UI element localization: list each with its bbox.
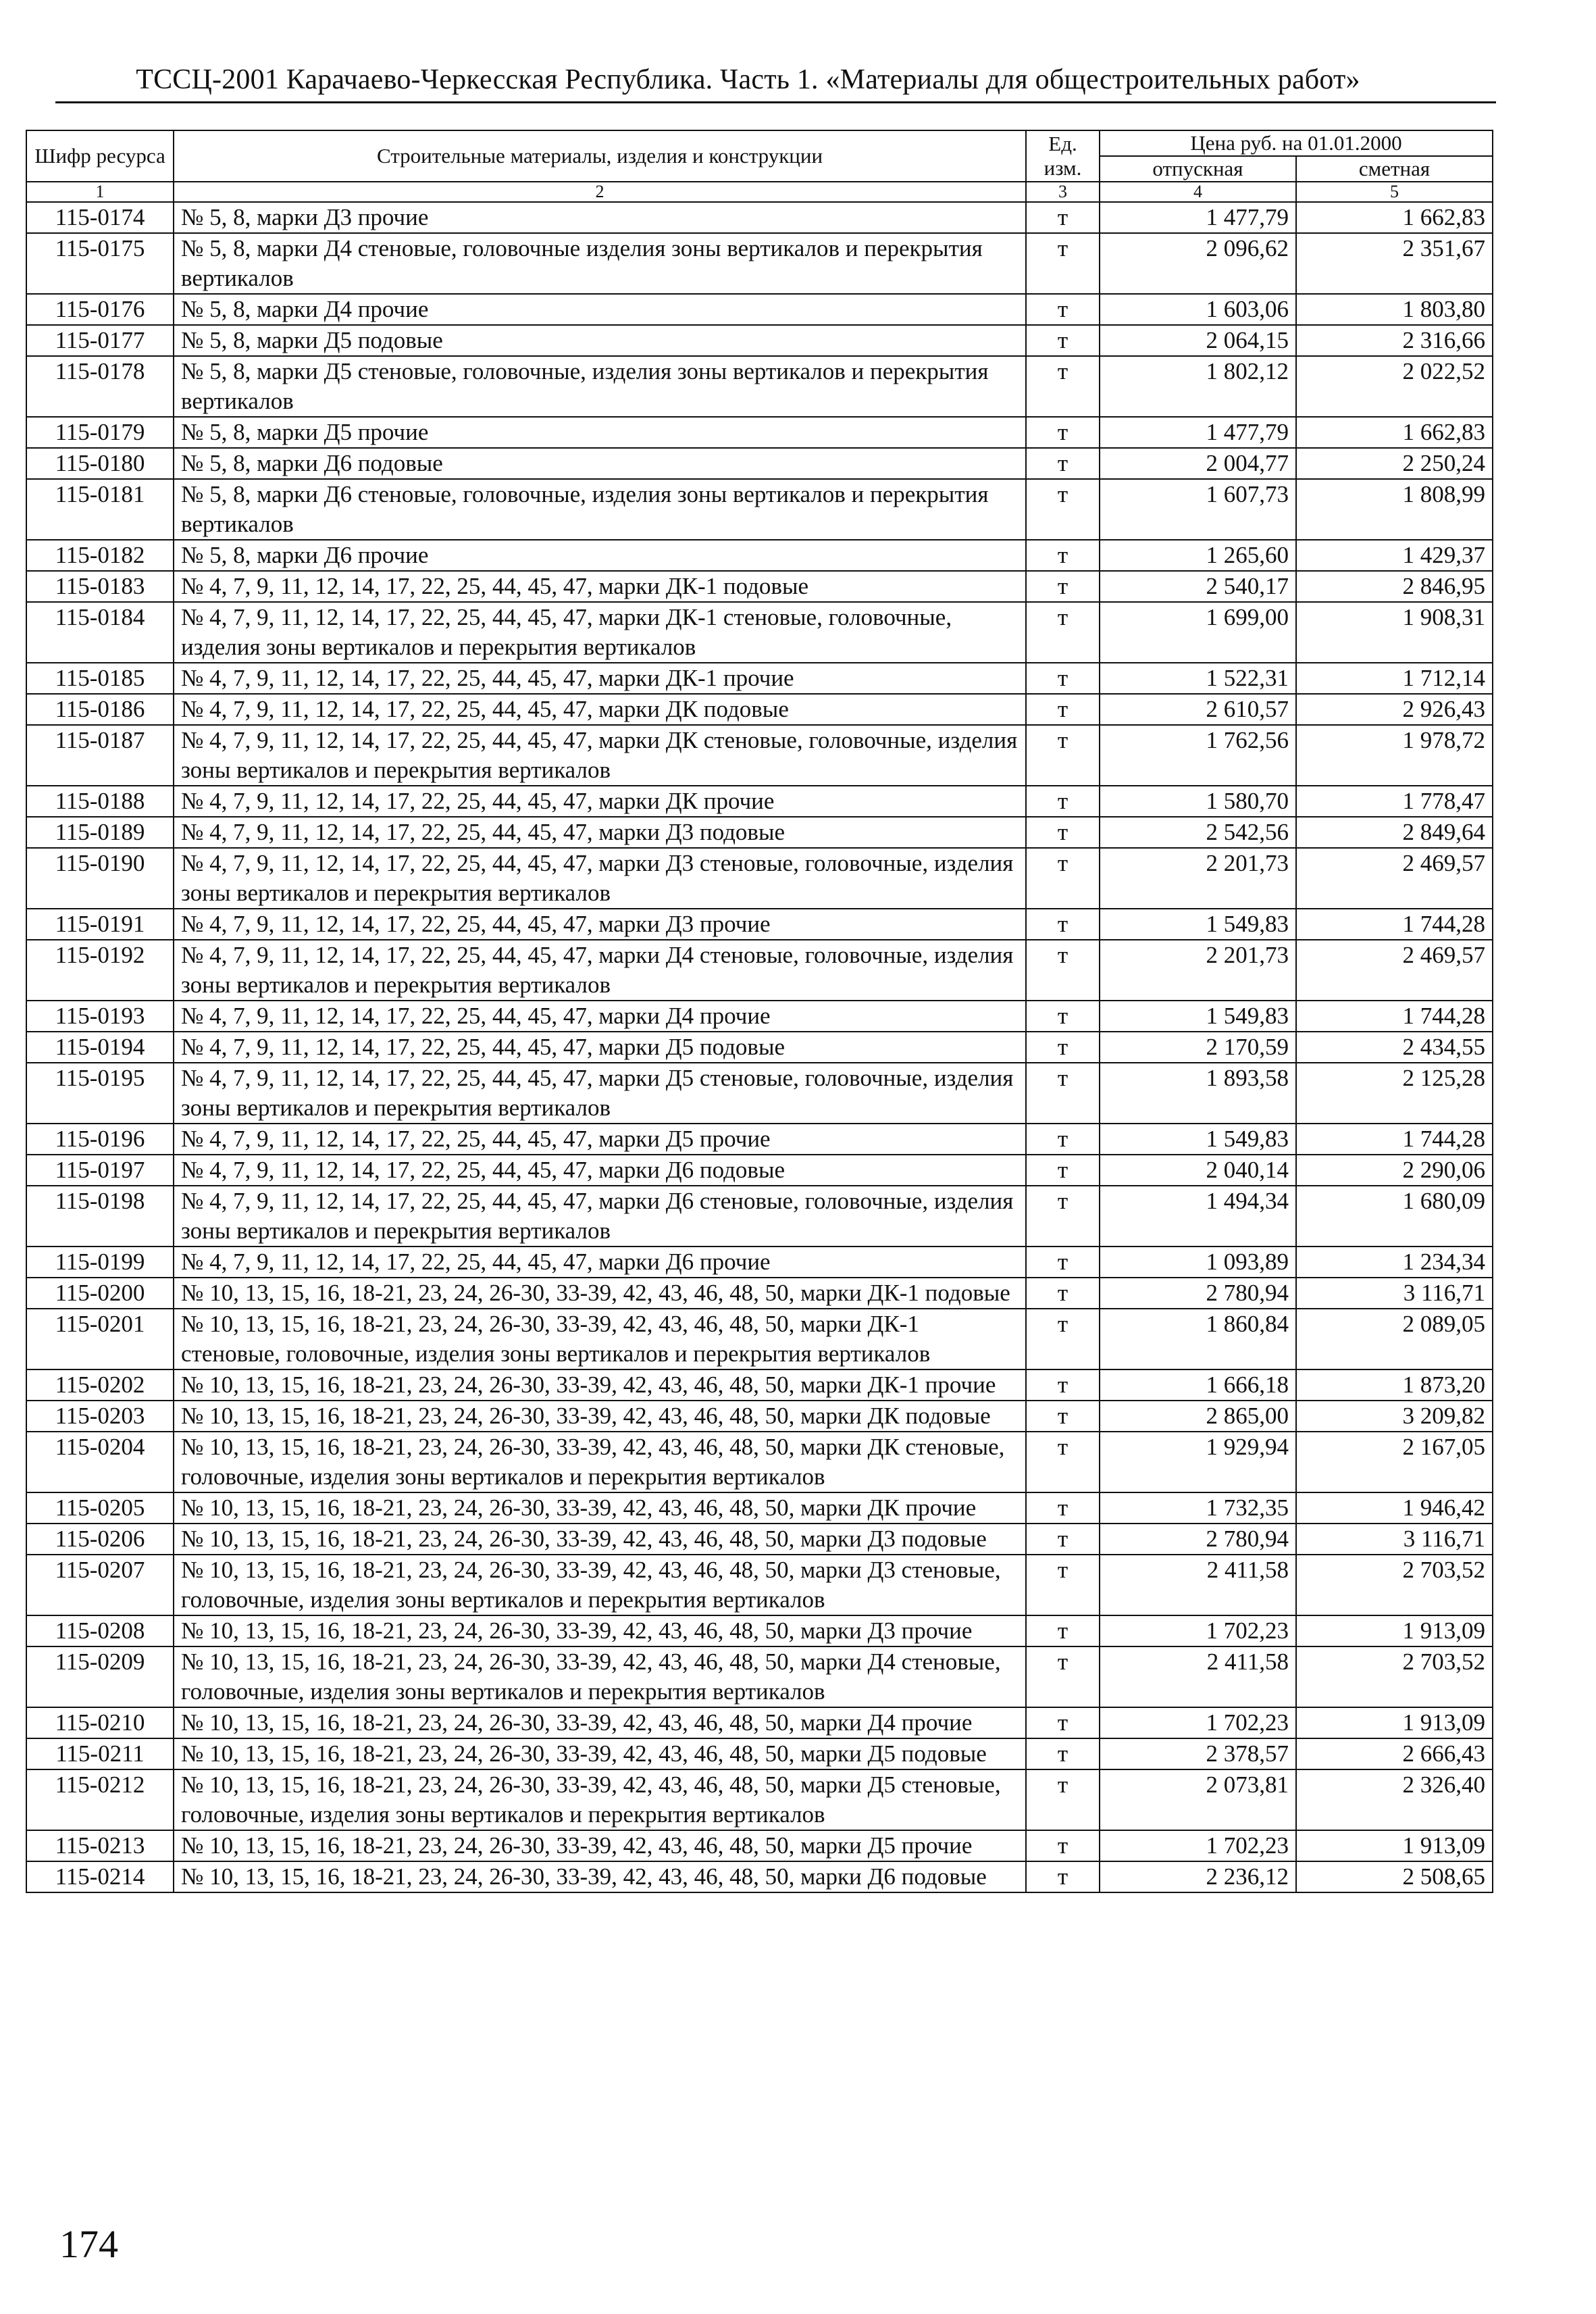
unit-of-measure: т bbox=[1026, 479, 1100, 540]
header-release-price: отпускная bbox=[1100, 156, 1296, 182]
resource-code: 115-0205 bbox=[26, 1492, 174, 1524]
release-price: 1 580,70 bbox=[1100, 786, 1296, 817]
material-description: № 10, 13, 15, 16, 18-21, 23, 24, 26-30, 33-39, 42, 43, 46, 48, 50, марки Д3 прочие bbox=[174, 1615, 1026, 1646]
unit-of-measure: т bbox=[1026, 356, 1100, 417]
estimate-price: 1 913,09 bbox=[1296, 1615, 1493, 1646]
header-estimate-price: сметная bbox=[1296, 156, 1493, 182]
table-row bbox=[26, 1615, 1493, 1646]
release-price: 1 802,12 bbox=[1100, 356, 1296, 417]
table-row bbox=[26, 1309, 1493, 1369]
table-row bbox=[26, 1769, 1493, 1830]
unit-of-measure: т bbox=[1026, 1524, 1100, 1555]
material-description: № 5, 8, марки Д6 подовые bbox=[174, 448, 1026, 479]
material-description: № 4, 7, 9, 11, 12, 14, 17, 22, 25, 44, 45, 47, марки Д6 стеновые, головочные, изделия зоны вертикалов и перекрытия вертикалов bbox=[174, 1186, 1026, 1247]
estimate-price: 1 744,28 bbox=[1296, 1001, 1493, 1032]
estimate-price: 2 326,40 bbox=[1296, 1769, 1493, 1830]
release-price: 2 096,62 bbox=[1100, 233, 1296, 294]
release-price: 2 780,94 bbox=[1100, 1278, 1296, 1309]
unit-of-measure: т bbox=[1026, 1155, 1100, 1186]
release-price: 1 893,58 bbox=[1100, 1063, 1296, 1124]
material-description: № 4, 7, 9, 11, 12, 14, 17, 22, 25, 44, 45, 47, марки ДК прочие bbox=[174, 786, 1026, 817]
release-price: 1 522,31 bbox=[1100, 663, 1296, 694]
unit-of-measure: т bbox=[1026, 848, 1100, 909]
table-row bbox=[26, 448, 1493, 479]
estimate-price: 2 125,28 bbox=[1296, 1063, 1493, 1124]
resource-code: 115-0209 bbox=[26, 1646, 174, 1707]
release-price: 1 702,23 bbox=[1100, 1830, 1296, 1861]
table-row bbox=[26, 1001, 1493, 1032]
release-price: 2 201,73 bbox=[1100, 940, 1296, 1001]
estimate-price: 3 116,71 bbox=[1296, 1524, 1493, 1555]
table-row bbox=[26, 1247, 1493, 1278]
material-description: № 10, 13, 15, 16, 18-21, 23, 24, 26-30, 33-39, 42, 43, 46, 48, 50, марки Д4 прочие bbox=[174, 1707, 1026, 1738]
resource-code: 115-0202 bbox=[26, 1369, 174, 1401]
release-price: 1 603,06 bbox=[1100, 294, 1296, 325]
estimate-price: 2 926,43 bbox=[1296, 694, 1493, 725]
table-row bbox=[26, 602, 1493, 663]
estimate-price: 2 666,43 bbox=[1296, 1738, 1493, 1769]
table-header bbox=[26, 130, 1493, 202]
unit-of-measure: т bbox=[1026, 1830, 1100, 1861]
release-price: 2 170,59 bbox=[1100, 1032, 1296, 1063]
table-row bbox=[26, 1155, 1493, 1186]
unit-of-measure: т bbox=[1026, 1063, 1100, 1124]
material-description: № 10, 13, 15, 16, 18-21, 23, 24, 26-30, 33-39, 42, 43, 46, 48, 50, марки ДК-1 прочие bbox=[174, 1369, 1026, 1401]
price-table bbox=[26, 130, 1493, 1893]
resource-code: 115-0212 bbox=[26, 1769, 174, 1830]
resource-code: 115-0194 bbox=[26, 1032, 174, 1063]
unit-of-measure: т bbox=[1026, 786, 1100, 817]
material-description: № 4, 7, 9, 11, 12, 14, 17, 22, 25, 44, 45, 47, марки ДК-1 стеновые, головочные, изделия зоны вертикалов и перекрытия вертикалов bbox=[174, 602, 1026, 663]
estimate-price: 1 712,14 bbox=[1296, 663, 1493, 694]
unit-of-measure: т bbox=[1026, 817, 1100, 848]
material-description: № 10, 13, 15, 16, 18-21, 23, 24, 26-30, 33-39, 42, 43, 46, 48, 50, марки Д3 подовые bbox=[174, 1524, 1026, 1555]
release-price: 2 236,12 bbox=[1100, 1861, 1296, 1892]
material-description: № 10, 13, 15, 16, 18-21, 23, 24, 26-30, 33-39, 42, 43, 46, 48, 50, марки Д5 стеновые, головочные, изделия зоны вертикалов и перекрытия вертикалов bbox=[174, 1769, 1026, 1830]
header-price-group: Цена руб. на 01.01.2000 bbox=[1100, 130, 1493, 156]
column-number: 2 bbox=[174, 182, 1026, 202]
estimate-price: 2 703,52 bbox=[1296, 1555, 1493, 1615]
estimate-price: 2 316,66 bbox=[1296, 325, 1493, 356]
table-row bbox=[26, 202, 1493, 233]
material-description: № 4, 7, 9, 11, 12, 14, 17, 22, 25, 44, 45, 47, марки Д5 прочие bbox=[174, 1124, 1026, 1155]
table-row bbox=[26, 1830, 1493, 1861]
estimate-price: 1 744,28 bbox=[1296, 1124, 1493, 1155]
table-row bbox=[26, 1524, 1493, 1555]
release-price: 2 411,58 bbox=[1100, 1646, 1296, 1707]
header-description: Строительные материалы, изделия и конструкции bbox=[174, 130, 1026, 182]
material-description: № 4, 7, 9, 11, 12, 14, 17, 22, 25, 44, 45, 47, марки Д3 прочие bbox=[174, 909, 1026, 940]
material-description: № 4, 7, 9, 11, 12, 14, 17, 22, 25, 44, 45, 47, марки Д6 прочие bbox=[174, 1247, 1026, 1278]
resource-code: 115-0200 bbox=[26, 1278, 174, 1309]
material-description: № 10, 13, 15, 16, 18-21, 23, 24, 26-30, 33-39, 42, 43, 46, 48, 50, марки ДК-1 стеновые, головочные, изделия зоны вертикалов и перекрытия вертикалов bbox=[174, 1309, 1026, 1369]
table-row bbox=[26, 325, 1493, 356]
material-description: № 4, 7, 9, 11, 12, 14, 17, 22, 25, 44, 45, 47, марки Д3 стеновые, головочные, изделия зоны вертикалов и перекрытия вертикалов bbox=[174, 848, 1026, 909]
resource-code: 115-0203 bbox=[26, 1401, 174, 1432]
table-row bbox=[26, 1492, 1493, 1524]
resource-code: 115-0185 bbox=[26, 663, 174, 694]
resource-code: 115-0184 bbox=[26, 602, 174, 663]
unit-of-measure: т bbox=[1026, 417, 1100, 448]
table-row bbox=[26, 817, 1493, 848]
estimate-price: 2 434,55 bbox=[1296, 1032, 1493, 1063]
estimate-price: 2 022,52 bbox=[1296, 356, 1493, 417]
resource-code: 115-0195 bbox=[26, 1063, 174, 1124]
estimate-price: 1 808,99 bbox=[1296, 479, 1493, 540]
estimate-price: 1 680,09 bbox=[1296, 1186, 1493, 1247]
table-row bbox=[26, 1707, 1493, 1738]
resource-code: 115-0196 bbox=[26, 1124, 174, 1155]
estimate-price: 2 469,57 bbox=[1296, 848, 1493, 909]
estimate-price: 2 703,52 bbox=[1296, 1646, 1493, 1707]
estimate-price: 1 913,09 bbox=[1296, 1830, 1493, 1861]
resource-code: 115-0210 bbox=[26, 1707, 174, 1738]
material-description: № 4, 7, 9, 11, 12, 14, 17, 22, 25, 44, 45, 47, марки ДК-1 подовые bbox=[174, 571, 1026, 602]
estimate-price: 2 250,24 bbox=[1296, 448, 1493, 479]
estimate-price: 2 351,67 bbox=[1296, 233, 1493, 294]
release-price: 2 201,73 bbox=[1100, 848, 1296, 909]
resource-code: 115-0187 bbox=[26, 725, 174, 786]
release-price: 1 860,84 bbox=[1100, 1309, 1296, 1369]
unit-of-measure: т bbox=[1026, 1432, 1100, 1492]
estimate-price: 1 429,37 bbox=[1296, 540, 1493, 571]
resource-code: 115-0206 bbox=[26, 1524, 174, 1555]
unit-of-measure: т bbox=[1026, 1001, 1100, 1032]
table-row bbox=[26, 479, 1493, 540]
resource-code: 115-0180 bbox=[26, 448, 174, 479]
header-rule bbox=[55, 101, 1496, 103]
header-unit: Ед. изм. bbox=[1026, 130, 1100, 182]
unit-of-measure: т bbox=[1026, 602, 1100, 663]
material-description: № 4, 7, 9, 11, 12, 14, 17, 22, 25, 44, 45, 47, марки Д3 подовые bbox=[174, 817, 1026, 848]
unit-of-measure: т bbox=[1026, 1769, 1100, 1830]
unit-of-measure: т bbox=[1026, 1401, 1100, 1432]
resource-code: 115-0201 bbox=[26, 1309, 174, 1369]
table-row bbox=[26, 725, 1493, 786]
unit-of-measure: т bbox=[1026, 1309, 1100, 1369]
material-description: № 4, 7, 9, 11, 12, 14, 17, 22, 25, 44, 45, 47, марки ДК подовые bbox=[174, 694, 1026, 725]
release-price: 2 411,58 bbox=[1100, 1555, 1296, 1615]
unit-of-measure: т bbox=[1026, 940, 1100, 1001]
resource-code: 115-0198 bbox=[26, 1186, 174, 1247]
estimate-price: 1 978,72 bbox=[1296, 725, 1493, 786]
release-price: 2 540,17 bbox=[1100, 571, 1296, 602]
table-row bbox=[26, 1738, 1493, 1769]
table-row bbox=[26, 848, 1493, 909]
resource-code: 115-0197 bbox=[26, 1155, 174, 1186]
release-price: 1 265,60 bbox=[1100, 540, 1296, 571]
estimate-price: 1 662,83 bbox=[1296, 202, 1493, 233]
resource-code: 115-0174 bbox=[26, 202, 174, 233]
material-description: № 10, 13, 15, 16, 18-21, 23, 24, 26-30, 33-39, 42, 43, 46, 48, 50, марки Д3 стеновые, головочные, изделия зоны вертикалов и перекрытия вертикалов bbox=[174, 1555, 1026, 1615]
table-row bbox=[26, 1063, 1493, 1124]
estimate-price: 1 873,20 bbox=[1296, 1369, 1493, 1401]
estimate-price: 1 778,47 bbox=[1296, 786, 1493, 817]
release-price: 1 702,23 bbox=[1100, 1615, 1296, 1646]
release-price: 2 073,81 bbox=[1100, 1769, 1296, 1830]
material-description: № 10, 13, 15, 16, 18-21, 23, 24, 26-30, 33-39, 42, 43, 46, 48, 50, марки Д4 стеновые, головочные, изделия зоны вертикалов и перекрытия вертикалов bbox=[174, 1646, 1026, 1707]
material-description: № 4, 7, 9, 11, 12, 14, 17, 22, 25, 44, 45, 47, марки Д4 стеновые, головочные, изделия зоны вертикалов и перекрытия вертикалов bbox=[174, 940, 1026, 1001]
release-price: 1 549,83 bbox=[1100, 909, 1296, 940]
material-description: № 5, 8, марки Д5 стеновые, головочные, изделия зоны вертикалов и перекрытия вертикалов bbox=[174, 356, 1026, 417]
table-row bbox=[26, 571, 1493, 602]
estimate-price: 2 849,64 bbox=[1296, 817, 1493, 848]
unit-of-measure: т bbox=[1026, 1707, 1100, 1738]
table-row bbox=[26, 909, 1493, 940]
unit-of-measure: т bbox=[1026, 1186, 1100, 1247]
resource-code: 115-0176 bbox=[26, 294, 174, 325]
material-description: № 10, 13, 15, 16, 18-21, 23, 24, 26-30, 33-39, 42, 43, 46, 48, 50, марки ДК-1 подовые bbox=[174, 1278, 1026, 1309]
unit-of-measure: т bbox=[1026, 1615, 1100, 1646]
resource-code: 115-0178 bbox=[26, 356, 174, 417]
table-row bbox=[26, 417, 1493, 448]
estimate-price: 1 946,42 bbox=[1296, 1492, 1493, 1524]
release-price: 2 542,56 bbox=[1100, 817, 1296, 848]
column-number: 4 bbox=[1100, 182, 1296, 202]
table-row bbox=[26, 1401, 1493, 1432]
release-price: 2 064,15 bbox=[1100, 325, 1296, 356]
page-number: 174 bbox=[59, 2222, 118, 2266]
unit-of-measure: т bbox=[1026, 725, 1100, 786]
resource-code: 115-0207 bbox=[26, 1555, 174, 1615]
material-description: № 5, 8, марки Д5 прочие bbox=[174, 417, 1026, 448]
material-description: № 4, 7, 9, 11, 12, 14, 17, 22, 25, 44, 45, 47, марки Д4 прочие bbox=[174, 1001, 1026, 1032]
table-row bbox=[26, 694, 1493, 725]
unit-of-measure: т bbox=[1026, 448, 1100, 479]
release-price: 2 865,00 bbox=[1100, 1401, 1296, 1432]
table-row bbox=[26, 233, 1493, 294]
release-price: 1 494,34 bbox=[1100, 1186, 1296, 1247]
unit-of-measure: т bbox=[1026, 694, 1100, 725]
estimate-price: 3 209,82 bbox=[1296, 1401, 1493, 1432]
unit-of-measure: т bbox=[1026, 202, 1100, 233]
table-row bbox=[26, 1186, 1493, 1247]
material-description: № 5, 8, марки Д5 подовые bbox=[174, 325, 1026, 356]
unit-of-measure: т bbox=[1026, 1124, 1100, 1155]
release-price: 2 040,14 bbox=[1100, 1155, 1296, 1186]
unit-of-measure: т bbox=[1026, 1738, 1100, 1769]
release-price: 1 732,35 bbox=[1100, 1492, 1296, 1524]
release-price: 2 780,94 bbox=[1100, 1524, 1296, 1555]
resource-code: 115-0175 bbox=[26, 233, 174, 294]
release-price: 1 549,83 bbox=[1100, 1124, 1296, 1155]
resource-code: 115-0186 bbox=[26, 694, 174, 725]
resource-code: 115-0188 bbox=[26, 786, 174, 817]
column-number: 5 bbox=[1296, 182, 1493, 202]
resource-code: 115-0183 bbox=[26, 571, 174, 602]
resource-code: 115-0192 bbox=[26, 940, 174, 1001]
resource-code: 115-0179 bbox=[26, 417, 174, 448]
unit-of-measure: т bbox=[1026, 1278, 1100, 1309]
table-row bbox=[26, 1032, 1493, 1063]
table-row bbox=[26, 786, 1493, 817]
table-row bbox=[26, 1278, 1493, 1309]
material-description: № 10, 13, 15, 16, 18-21, 23, 24, 26-30, 33-39, 42, 43, 46, 48, 50, марки Д5 подовые bbox=[174, 1738, 1026, 1769]
unit-of-measure: т bbox=[1026, 1369, 1100, 1401]
resource-code: 115-0208 bbox=[26, 1615, 174, 1646]
column-number: 1 bbox=[26, 182, 174, 202]
estimate-price: 2 846,95 bbox=[1296, 571, 1493, 602]
column-number-row bbox=[26, 182, 1493, 202]
release-price: 1 762,56 bbox=[1100, 725, 1296, 786]
table-body bbox=[26, 202, 1493, 1892]
estimate-price: 1 908,31 bbox=[1296, 602, 1493, 663]
estimate-price: 1 744,28 bbox=[1296, 909, 1493, 940]
estimate-price: 1 803,80 bbox=[1296, 294, 1493, 325]
resource-code: 115-0181 bbox=[26, 479, 174, 540]
table-row bbox=[26, 1432, 1493, 1492]
unit-of-measure: т bbox=[1026, 1555, 1100, 1615]
release-price: 1 477,79 bbox=[1100, 202, 1296, 233]
unit-of-measure: т bbox=[1026, 1646, 1100, 1707]
resource-code: 115-0189 bbox=[26, 817, 174, 848]
estimate-price: 3 116,71 bbox=[1296, 1278, 1493, 1309]
unit-of-measure: т bbox=[1026, 909, 1100, 940]
unit-of-measure: т bbox=[1026, 325, 1100, 356]
material-description: № 5, 8, марки Д4 прочие bbox=[174, 294, 1026, 325]
unit-of-measure: т bbox=[1026, 1861, 1100, 1892]
material-description: № 4, 7, 9, 11, 12, 14, 17, 22, 25, 44, 45, 47, марки ДК-1 прочие bbox=[174, 663, 1026, 694]
unit-of-measure: т bbox=[1026, 233, 1100, 294]
estimate-price: 1 662,83 bbox=[1296, 417, 1493, 448]
resource-code: 115-0213 bbox=[26, 1830, 174, 1861]
material-description: № 10, 13, 15, 16, 18-21, 23, 24, 26-30, 33-39, 42, 43, 46, 48, 50, марки Д6 подовые bbox=[174, 1861, 1026, 1892]
material-description: № 5, 8, марки Д4 стеновые, головочные изделия зоны вертикалов и перекрытия вертикалов bbox=[174, 233, 1026, 294]
header-code: Шифр ресурса bbox=[26, 130, 174, 182]
unit-of-measure: т bbox=[1026, 1032, 1100, 1063]
table-row bbox=[26, 1861, 1493, 1892]
release-price: 1 607,73 bbox=[1100, 479, 1296, 540]
table-row bbox=[26, 1646, 1493, 1707]
estimate-price: 1 234,34 bbox=[1296, 1247, 1493, 1278]
unit-of-measure: т bbox=[1026, 1492, 1100, 1524]
release-price: 2 610,57 bbox=[1100, 694, 1296, 725]
material-description: № 10, 13, 15, 16, 18-21, 23, 24, 26-30, 33-39, 42, 43, 46, 48, 50, марки ДК подовые bbox=[174, 1401, 1026, 1432]
unit-of-measure: т bbox=[1026, 663, 1100, 694]
material-description: № 5, 8, марки Д6 прочие bbox=[174, 540, 1026, 571]
resource-code: 115-0190 bbox=[26, 848, 174, 909]
resource-code: 115-0193 bbox=[26, 1001, 174, 1032]
material-description: № 5, 8, марки Д6 стеновые, головочные, изделия зоны вертикалов и перекрытия вертикалов bbox=[174, 479, 1026, 540]
release-price: 1 477,79 bbox=[1100, 417, 1296, 448]
resource-code: 115-0199 bbox=[26, 1247, 174, 1278]
table-row bbox=[26, 940, 1493, 1001]
unit-of-measure: т bbox=[1026, 1247, 1100, 1278]
estimate-price: 1 913,09 bbox=[1296, 1707, 1493, 1738]
estimate-price: 2 167,05 bbox=[1296, 1432, 1493, 1492]
estimate-price: 2 508,65 bbox=[1296, 1861, 1493, 1892]
resource-code: 115-0211 bbox=[26, 1738, 174, 1769]
table-row bbox=[26, 1369, 1493, 1401]
unit-of-measure: т bbox=[1026, 294, 1100, 325]
unit-of-measure: т bbox=[1026, 571, 1100, 602]
material-description: № 4, 7, 9, 11, 12, 14, 17, 22, 25, 44, 45, 47, марки Д5 подовые bbox=[174, 1032, 1026, 1063]
material-description: № 10, 13, 15, 16, 18-21, 23, 24, 26-30, 33-39, 42, 43, 46, 48, 50, марки Д5 прочие bbox=[174, 1830, 1026, 1861]
material-description: № 4, 7, 9, 11, 12, 14, 17, 22, 25, 44, 45, 47, марки Д6 подовые bbox=[174, 1155, 1026, 1186]
resource-code: 115-0182 bbox=[26, 540, 174, 571]
table-row bbox=[26, 540, 1493, 571]
table-row bbox=[26, 1124, 1493, 1155]
unit-of-measure: т bbox=[1026, 540, 1100, 571]
table-row bbox=[26, 663, 1493, 694]
estimate-price: 2 469,57 bbox=[1296, 940, 1493, 1001]
release-price: 1 549,83 bbox=[1100, 1001, 1296, 1032]
resource-code: 115-0204 bbox=[26, 1432, 174, 1492]
material-description: № 4, 7, 9, 11, 12, 14, 17, 22, 25, 44, 45, 47, марки Д5 стеновые, головочные, изделия зоны вертикалов и перекрытия вертикалов bbox=[174, 1063, 1026, 1124]
material-description: № 4, 7, 9, 11, 12, 14, 17, 22, 25, 44, 45, 47, марки ДК стеновые, головочные, изделия зоны вертикалов и перекрытия вертикалов bbox=[174, 725, 1026, 786]
resource-code: 115-0214 bbox=[26, 1861, 174, 1892]
material-description: № 5, 8, марки Д3 прочие bbox=[174, 202, 1026, 233]
resource-code: 115-0191 bbox=[26, 909, 174, 940]
material-description: № 10, 13, 15, 16, 18-21, 23, 24, 26-30, 33-39, 42, 43, 46, 48, 50, марки ДК прочие bbox=[174, 1492, 1026, 1524]
material-description: № 10, 13, 15, 16, 18-21, 23, 24, 26-30, 33-39, 42, 43, 46, 48, 50, марки ДК стеновые, головочные, изделия зоны вертикалов и перекрытия вертикалов bbox=[174, 1432, 1026, 1492]
table-row bbox=[26, 356, 1493, 417]
release-price: 1 699,00 bbox=[1100, 602, 1296, 663]
release-price: 2 004,77 bbox=[1100, 448, 1296, 479]
release-price: 1 929,94 bbox=[1100, 1432, 1296, 1492]
table-row bbox=[26, 294, 1493, 325]
release-price: 1 702,23 bbox=[1100, 1707, 1296, 1738]
release-price: 1 093,89 bbox=[1100, 1247, 1296, 1278]
table-row bbox=[26, 1555, 1493, 1615]
column-number: 3 bbox=[1026, 182, 1100, 202]
resource-code: 115-0177 bbox=[26, 325, 174, 356]
release-price: 2 378,57 bbox=[1100, 1738, 1296, 1769]
release-price: 1 666,18 bbox=[1100, 1369, 1296, 1401]
page-title: ТССЦ-2001 Карачаево-Черкесская Республика. Часть 1. «Материалы для общестроительных работ» bbox=[136, 64, 1360, 95]
estimate-price: 2 290,06 bbox=[1296, 1155, 1493, 1186]
estimate-price: 2 089,05 bbox=[1296, 1309, 1493, 1369]
